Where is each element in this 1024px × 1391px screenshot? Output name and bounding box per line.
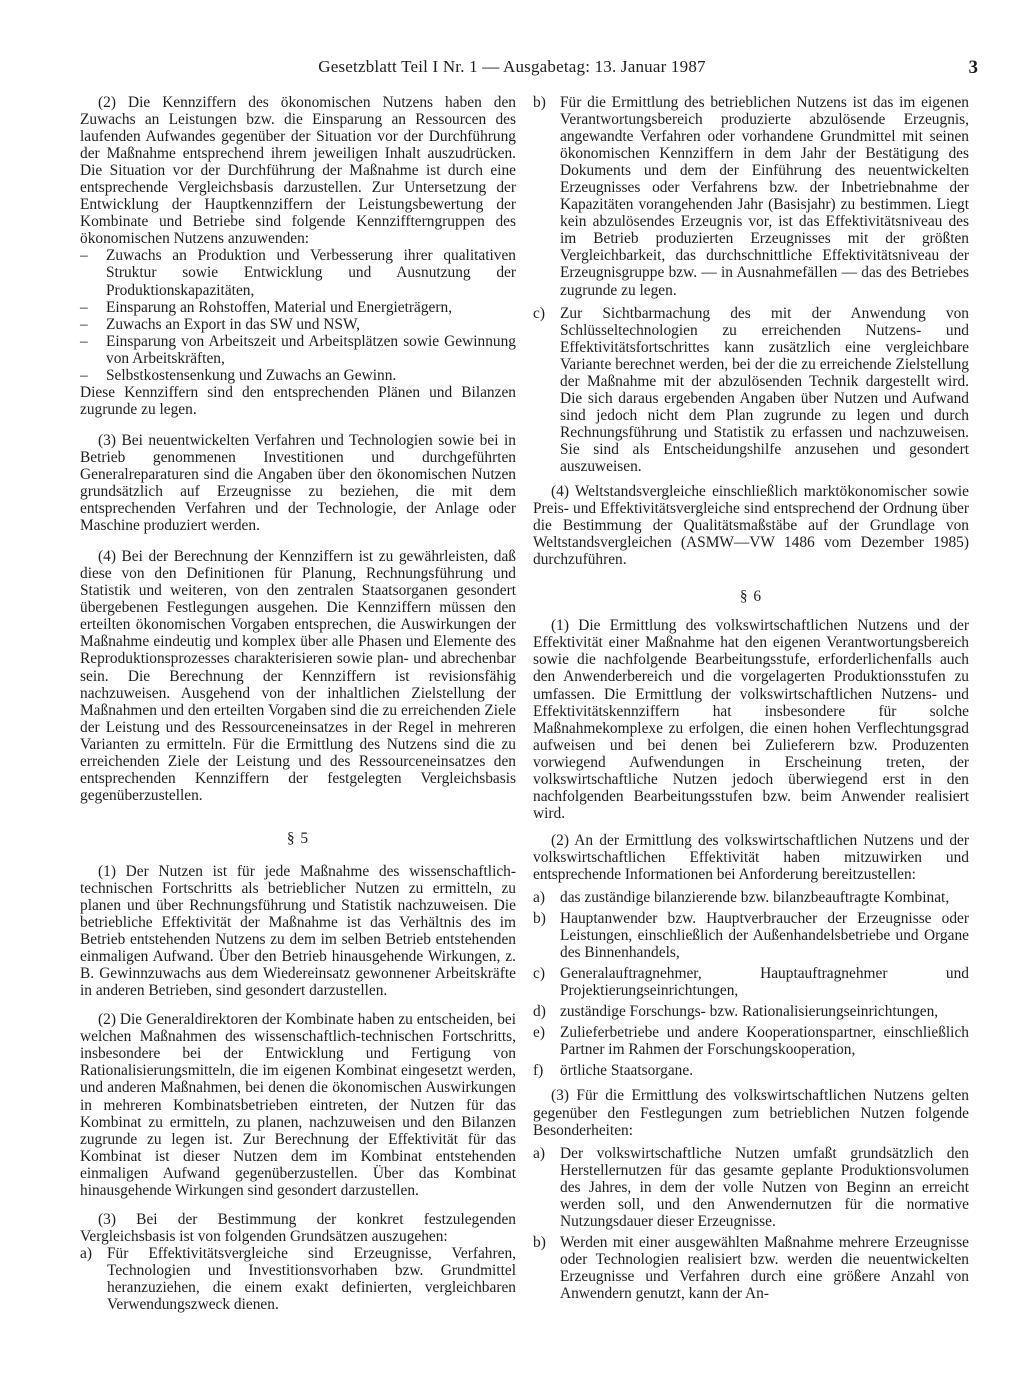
list-marker: c) (533, 965, 545, 983)
list-item: – Einsparung von Arbeitszeit und Arbeitsplätzen sowie Gewinnung von Arbeitskräften, (80, 333, 516, 367)
list-item-text: örtliche Staatsorgane. (560, 1062, 694, 1080)
list-item (533, 1234, 969, 1302)
page-number: 3 (968, 57, 978, 78)
list-marker: b) (533, 910, 546, 928)
paragraph-4-3: (3) Bei neuentwickelten Verfahren und Technologien sowie bei in Betrieb genommenen Investitionen und durchgeführten Generalreparaturen sind die Angaben über den ökonomischen Nutzen grundsätzlich auf Erzeugnisse zu beziehen, die mit dem entsprechenden Verfahren und der Technologie, der Anlage oder Maschine produziert werden. (80, 431, 516, 535)
paragraph-6-2-intro: (2) An der Ermittlung des volkswirtschaftlichen Nutzens und der volkswirtschaftlichen Effektivität haben mitzuwirken und entsprechende Informationen bei Anforderung bereitzustellen: (533, 831, 969, 883)
list-marker: d) (533, 1003, 546, 1021)
section-heading-5: § 5 (286, 829, 310, 847)
paragraph-5-1: (1) Der Nutzen ist für jede Maßnahme des wissenschaftlich-technischen Fortschritts als betrieblicher Nutzen zu ermitteln, zu planen und über Rechnungsführung und Statistik nachzuweisen. Die betriebliche Effektivität der Maßnahme ist das Verhältnis des im Betrieb entstehenden Nutzens zu dem im selben Betrieb entstehenden einmaligen Aufwand. Über den Betrieb hinausgehende Wirkungen, z. B. Gewinnzuwachs aus dem Wiedereinsatz gewonnener Arbeitskräfte in anderen Betrieben, sind gesondert darzustellen. (80, 862, 516, 1000)
list-item (533, 965, 969, 999)
list-item (533, 1062, 969, 1079)
list-item-text: Zulieferbetriebe und andere Kooperationspartner, einschließlich Partner im Rahmen der Forschungskooperation, (560, 1024, 969, 1059)
list-item: – Einsparung an Rohstoffen, Material und Energieträgern, (80, 299, 516, 316)
right-column (533, 94, 969, 1306)
left-column (80, 94, 516, 1317)
principles-list-continued (533, 94, 969, 475)
list-marker: a) (533, 1144, 545, 1162)
list-marker: b) (533, 1233, 546, 1251)
list-item-text: Zur Sichtbarmachung des mit der Anwendung von Schlüsseltechnologien zu erreichenden Nutzens- und Effektivitätsfortschrittes kann zusätzlich eine vergleichbare Variante berechnet werden, bei der die zu erreichende Zielstellung der Maßnahme mit der abzulösenden Technik dargestellt wird. Die sich daraus ergebenden Angaben über Nutzen und Aufwand sind jedoch nicht dem Plan zugrunde zu legen und durch Rechnungsführung und Statistik zu erfassen und nachzuweisen. Sie sind als Entscheidungshilfe anzusehen und gesondert auszuweisen. (560, 304, 969, 475)
list-item (533, 1003, 969, 1020)
header-title: Gesetzblatt Teil I Nr. 1 — Ausgabetag: 13. Januar 1987 (318, 57, 706, 76)
paragraph-5-3-intro: (3) Bei der Bestimmung der konkret festzulegenden Vergleichsbasis ist von folgenden Grundsätzen auszugehen: (80, 1210, 516, 1245)
list-marker: a) (80, 1244, 92, 1262)
participants-list (533, 889, 969, 1079)
list-item (80, 1245, 516, 1313)
particularities-list (533, 1145, 969, 1302)
list-item-text: Werden mit einer ausgewählten Maßnahme mehrere Erzeugnisse oder Technologien realisiert bzw. werden die neuentwickelten Erzeugnisse und Verfahren durch eine größere Anzahl von Anwendern genutzt, kann der An- (560, 1233, 969, 1302)
list-item (533, 1024, 969, 1058)
list-item: – Selbstkostensenkung und Zuwachs an Gewinn. (80, 367, 516, 384)
paragraph-6-1: (1) Die Ermittlung des volkswirtschaftlichen Nutzens und der Effektivität einer Maßnahme hat den eigenen Verantwortungsbereich sowie die nachfolgende Bearbeitungsstufe, erforderlichenfalls auch den Anwenderbereich und die vorgelagerten Produktionsstufen zu umfassen. Die Ermittlung der volkswirtschaftlichen Nutzens- und Effektivitätskennziffern hat insbesondere für solche Maßnahmekomplexe zu erfolgen, die einen hohen Verflechtungsgrad aufweisen und bei denen bei Zulieferern bzw. Produzenten vorwiegend Aufwendungen in Erscheinung treten, der volkswirtschaftliche Nutzen jedoch überwiegend erst in den nachfolgenden Bearbeitungsstufen bzw. beim Anwender realisiert wird. (533, 617, 969, 822)
paragraph-6-3-intro: (3) Für die Ermittlung des volkswirtschaftlichen Nutzens gelten gegenüber den Festlegungen zum betrieblichen Nutzen folgende Besonderheiten: (533, 1087, 969, 1139)
principles-list (80, 1245, 516, 1313)
list-item (533, 305, 969, 475)
list-item (533, 910, 969, 961)
list-item-text: Für die Ermittlung des betrieblichen Nutzens ist das im eigenen Verantwortungsbereich produzierte abzulösende Erzeugnis, angewandte Verfahren oder vorhandene Grundmittel mit seinen ökonomischen Kennziffern in dem Jahr der Bestätigung des Dokuments und dem der Einführung des neuentwickelten Erzeugnisses oder Verfahrens bzw. der Inbetriebnahme der Kapazitäten vorangehenden Jahr (Basisjahr) zu bestimmen. Liegt kein abzulösendes Erzeugnis vor, ist das Effektivitätsniveau des im Betrieb produzierten Erzeugnisses mit der größten Vergleichbarkeit, das durchschnittliche Effektivitätsniveau der Erzeugnisgruppe bzw. — in Ausnahmefällen — das des Betriebes zugrunde zu legen. (560, 94, 969, 299)
paragraph-4-2-closing: Diese Kennziffern sind den entsprechenden Plänen und Bilanzen zugrunde zu legen. (80, 383, 516, 418)
list-item-text: Für Effektivitätsvergleiche sind Erzeugnisse, Verfahren, Technologien und Investitionsvorhaben bzw. Grundmittel heranzuziehen, die einem exakt definierten, vergleichbaren Verwendungszweck dienen. (107, 1244, 516, 1314)
paragraph-5-2: (2) Die Generaldirektoren der Kombinate haben zu entscheiden, bei welchen Maßnahmen des wissenschaftlich-technischen Fortschritts, insbesondere bei der Entwicklung und Fertigung von Rationalisierungsmitteln, die im eigenen Kombinat eingesetzt werden, und anderen Maßnahmen, bei denen die ökonomischen Auswirkungen in mehreren Kombinatsbetrieben eintreten, der Nutzen für das Kombinat zu ermitteln, zu planen, nachzuweisen und den Bilanzen zugrunde zu legen ist. Zur Berechnung der Effektivität für das Kombinat ist dieser Nutzen dem im Kombinat entstehenden einmaligen Aufwand gegenüberzustellen. Über das Kombinat hinausgehende Wirkungen sind gesondert darzustellen. (80, 1011, 516, 1199)
paragraph-4-4: (4) Bei der Berechnung der Kennziffern ist zu gewährleisten, daß diese von den Definitionen für Planung, Rechnungsführung und Statistik und weiteren, von den zentralen Staatsorganen gesondert übergebenen Festlegungen ausgehen. Die Kennziffern müssen den erteilten ökonomischen Vorgaben entsprechen, die Auswirkungen der Maßnahme eindeutig und komplex über alle Phasen und Elemente des Reproduktionsprozesses charakterisieren sowie plan- und abrechenbar sein. Die Berechnung der Kennziffern ist revisionsfähig nachzuweisen. Ausgehend von der inhaltlichen Zielstellung der Maßnahmen und den erteilten Vorgaben sind die zu erreichenden Ziele der Leistung und des Ressourceneinsatzes in der Regel in mehreren Varianten zu ermitteln. Für die Ermittlung des Nutzens sind die zu erreichenden Ziele der Leistung und des Ressourceneinsatzes den entsprechenden Kennziffern der festgelegten Vergleichsbasis gegenüberzustellen. (80, 548, 516, 804)
list-item-text: zuständige Forschungs- bzw. Rationalisierungseinrichtungen, (560, 1003, 939, 1021)
list-item (533, 889, 969, 906)
page-header (0, 57, 1024, 83)
paragraph-4-2-intro: (2) Die Kennziffern des ökonomischen Nutzens haben den Zuwachs an Leistungen bzw. die Einsparung an Ressourcen des laufenden Aufwandes gegenüber der Situation vor der Durchführung der Maßnahme entsprechend ihrem jeweiligen Inhalt auszudrücken. Die Situation vor der Durchführung der Maßnahme ist durch eine entsprechende Vergleichsbasis darzustellen. Zur Untersetzung der Entwicklung der Hauptkennziffern der Leistungsbewertung der Kombinate und Betriebe sind folgende Kennziffterngruppen des ökonomischen Nutzens anzuwenden: (80, 94, 516, 248)
list-marker: b) (533, 94, 546, 111)
list-item: – Zuwachs an Export in das SW und NSW, (80, 316, 516, 333)
list-item-text: Generalauftragnehmer, Hauptauftragnehmer und Projektierungseinrichtungen, (560, 965, 969, 1000)
list-marker: e) (533, 1024, 545, 1042)
list-item: – Zuwachs an Produktion und Verbesserung ihrer qualitativen Struktur sowie Entwicklung und Ausnutzung der Produktionskapazitäten, (80, 247, 516, 298)
list-item (533, 1145, 969, 1230)
list-item-text: Hauptanwender bzw. Hauptverbraucher der Erzeugnisse oder Leistungen, einschließlich der Außenhandelsbetriebe und Organe des Binnenhandels, (560, 910, 969, 962)
list-marker: a) (533, 889, 545, 907)
list-item-text: Der volkswirtschaftliche Nutzen umfaßt grundsätzlich den Herstellernutzen für das gesamte geplante Produktionsvolumen des Jahres, in dem der volle Nutzen von Beginn an erreicht werden soll, und den Anwendernutzen für die normative Nutzungsdauer dieser Erzeugnisse. (560, 1144, 969, 1230)
list-marker: f) (533, 1062, 544, 1080)
list-marker: c) (533, 304, 545, 322)
section-heading-6: § 6 (739, 588, 763, 606)
list-item-text: das zuständige bilanzierende bzw. bilanzbeauftragte Kombinat, (560, 889, 950, 907)
indicator-group-list (80, 247, 516, 383)
paragraph-5-4: (4) Weltstandsvergleiche einschließlich marktökonomischer sowie Preis- und Effektivitätsvergleiche sind entsprechend der Ordnung über die Bestimmung der Qualitätsmaßstäbe auf der Grundlage von Weltstandsvergleichen (ASMW—VW 1486 vom Dezember 1985) durchzuführen. (533, 483, 969, 569)
list-item (533, 94, 969, 299)
